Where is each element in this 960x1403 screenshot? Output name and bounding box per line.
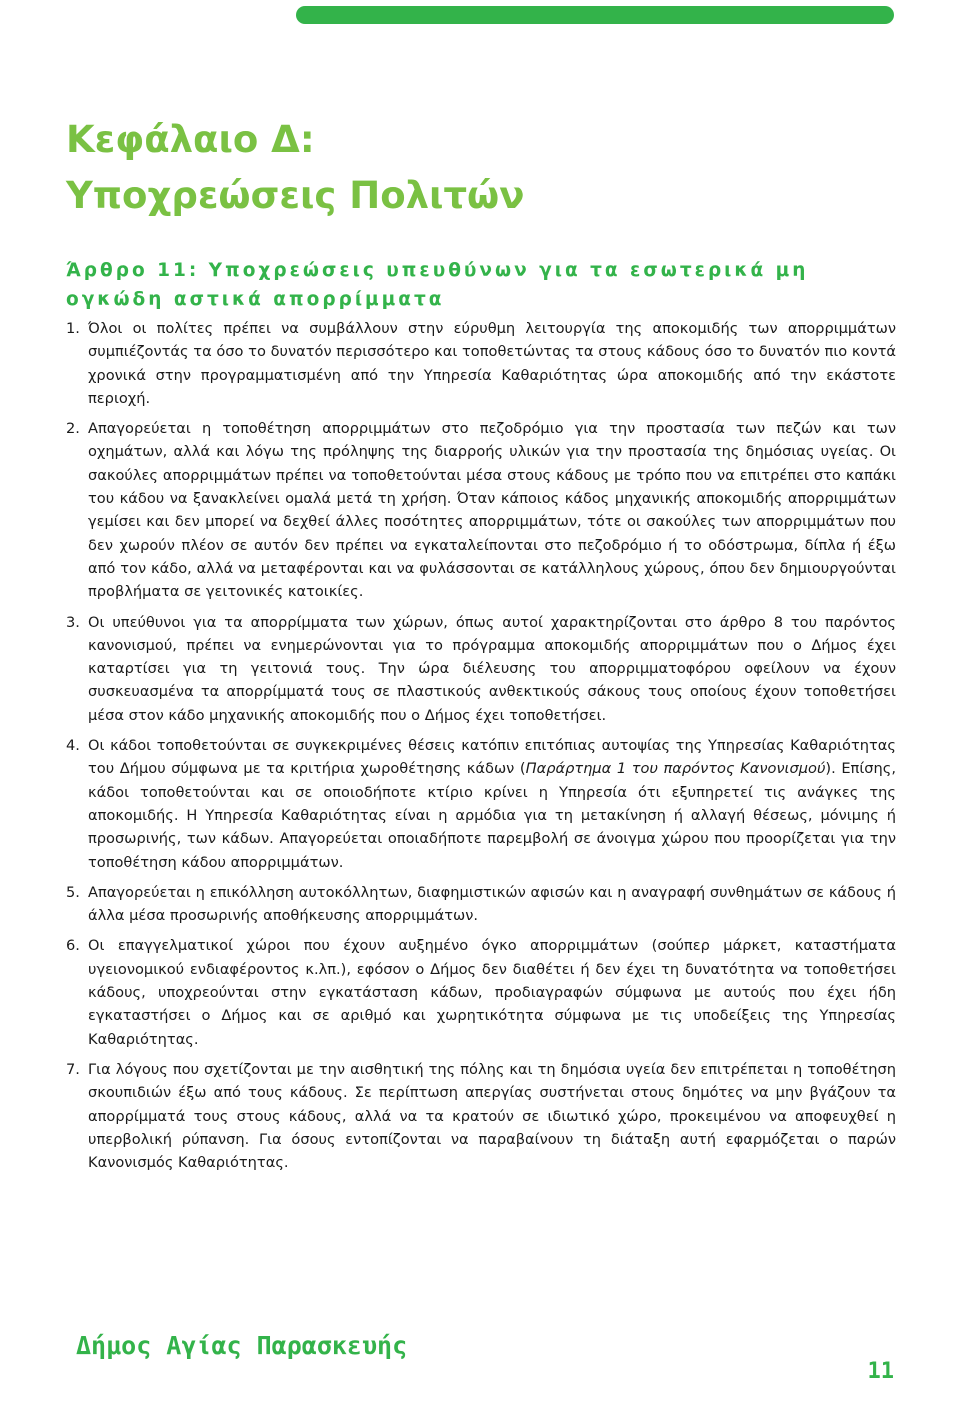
article-items-list [66, 317, 896, 1181]
footer-municipality-name: Δήμος Αγίας Παρασκευής [76, 1331, 408, 1360]
list-item [66, 934, 896, 1050]
top-decorative-bar [296, 6, 894, 24]
list-item [66, 611, 896, 727]
item-number: 4. [66, 737, 80, 755]
item-text-after: ). Επίσης, κάδοι τοποθετούνται και σε οποιοδήποτε κτίριο κρίνει η Υπηρεσία ότι εξυπηρετεί τις ανάγκες της αποκομιδής. Η Υπηρεσία Καθαριότητας είναι η αρμόδια για τη μετακίνηση ή αλλαγή θέσεως, μόνιμης ή προσωρινής, των κάδων. Απαγορεύεται οποιαδήποτε παρεμβολή σε άνοιγμα χώρου που προορίζεται για την τοποθέτηση κάδου απορριμμάτων. [88, 760, 896, 871]
item-number: 3. [66, 613, 80, 631]
page-number: 11 [867, 1359, 894, 1384]
item-text: Όλοι οι πολίτες πρέπει να συμβάλλουν στην εύρυθμη λειτουργία της αποκομιδής των απορριμμάτων συμπιέζοντάς τα όσο το δυνατόν περισσότερο και τοποθετώντας τα στους κάδους όσο το δυνατόν πιο κοντά χρονικά στην προγραμματισμένη από την Υπηρεσία Καθαριότητας ώρα αποκομιδής από την εκάστοτε περιοχή. [88, 320, 896, 407]
item-text: Απαγορεύεται η επικόλληση αυτοκόλλητων, διαφημιστικών αφισών και η αναγραφή συνθημάτων σε κάδους ή άλλα μέσα προσωρινής αποθήκευσης απορριμμάτων. [88, 883, 896, 925]
chapter-title [66, 112, 524, 224]
chapter-title-line2: Υποχρεώσεις Πολιτών [66, 174, 525, 217]
item-text-italic-reference: Παράρτημα 1 του παρόντος Κανονισμού [525, 760, 826, 778]
item-number: 6. [66, 937, 80, 955]
item-text: Για λόγους που σχετίζονται με την αισθητική της πόλης και τη δημόσια υγεία δεν επιτρέπεται η τοποθέτηση σκουπιδιών έξω από τους κάδους. Σε περίπτωση απεργίας συστήνεται στους δημότες να μην βγάζουν τα απορρίμματά τους στους κάδους, αλλά να τα κρατούν σε ιδιωτικό χώρο, προκειμένου να αποφευχθεί η υπερβολική ρύπανση. Για όσους εντοπίζονται να παραβαίνουν τη διάταξη αυτή εφαρμόζεται ο παρών Κανονισμός Καθαριότητας. [88, 1060, 896, 1172]
list-item [66, 734, 896, 874]
list-item [66, 317, 896, 410]
item-number: 7. [66, 1060, 80, 1078]
item-text-before: Οι κάδοι τοποθετούνται σε συγκεκριμένες θέσεις κατόπιν επιτόπιας αυτοψίας της Υπηρεσίας Καθαριότητας του Δήμου σύμφωνα με τα κριτήρια χωροθέτησης κάδων ( [88, 737, 896, 778]
list-item [66, 881, 896, 928]
list-item [66, 417, 896, 603]
article-title: Άρθρο 11: Υποχρεώσεις υπευθύνων για τα εσωτερικά μη ογκώδη αστικά απορρίμματα [66, 260, 809, 310]
chapter-title-line1: Κεφάλαιο Δ: [66, 118, 315, 161]
item-text: Οι υπεύθυνοι για τα απορρίμματα των χώρων, όπως αυτοί χαρακτηρίζονται στο άρθρο 8 του παρόντος κανονισμού, πρέπει να ενημερώνονται για το πρόγραμμα αποκομιδής απορριμμάτων που ο Δήμος έχει καταρτίσει για τη γειτονιά τους. Την ώρα διέλευσης του απορριμματοφόρου οφείλουν να έχουν συσκευασμένα τα απορρίμματά τους σε πλαστικούς ανθεκτικούς σάκους τους οποίους έχουν τοποθετήσει μέσα στον κάδο μηχανικής αποκομιδής που ο Δήμος έχει τοποθετήσει. [88, 613, 896, 724]
item-number: 5. [66, 883, 80, 901]
list-item [66, 1058, 896, 1174]
item-text: Απαγορεύεται η τοποθέτηση απορριμμάτων στο πεζοδρόμιο για την προστασία των πεζών και των οχημάτων, αλλά και λόγω της πρόληψης της διαρροής υλικών για την προστασία της δημόσιας υγείας. Οι σακούλες απορριμμάτων πρέπει να τοποθετούνται μέσα στους κάδους με τρόπο που να επιτρέπει στο καπάκι του κάδου να ξανακλείνει ομαλά μετά τη χρήση. Όταν κάποιος κάδος μηχανικής αποκομιδής απορριμμάτων γεμίσει και δεν μπορεί να δεχθεί άλλες ποσότητες απορριμμάτων, τότε οι σακούλες των απορριμμάτων που δεν χωρούν πλέον σε αυτόν δεν πρέπει να εγκαταλείπονται στο πεζοδρόμιο ή το οδόστρωμα, δίπλα ή έξω από τον κάδο, αλλά να μεταφέρονται και να φυλάσσονται σε κατάλληλους χώρους, όπου δεν δημιουργούνται προβλήματα σε γειτονικές κατοικίες. [88, 420, 896, 601]
item-text: Οι επαγγελματικοί χώροι που έχουν αυξημένο όγκο απορριμμάτων (σούπερ μάρκετ, καταστήματα υγειονομικού ενδιαφέροντος κ.λπ.), εφόσον ο Δήμος δεν διαθέτει ή δεν έχει τη δυνατότητα να τοποθετήσει κάδους, υποχρεούνται στην εγκατάσταση κάδων, προδιαγραφών σύμφωνα με αυτούς που έχει ήδη εγκαταστήσει ο Δήμος και σε αριθμό και χωρητικότητα σύμφωνα με τις υποδείξεις της Υπηρεσίας Καθαριότητας. [88, 937, 896, 1048]
item-number: 1. [66, 320, 80, 337]
item-number: 2. [66, 420, 80, 438]
